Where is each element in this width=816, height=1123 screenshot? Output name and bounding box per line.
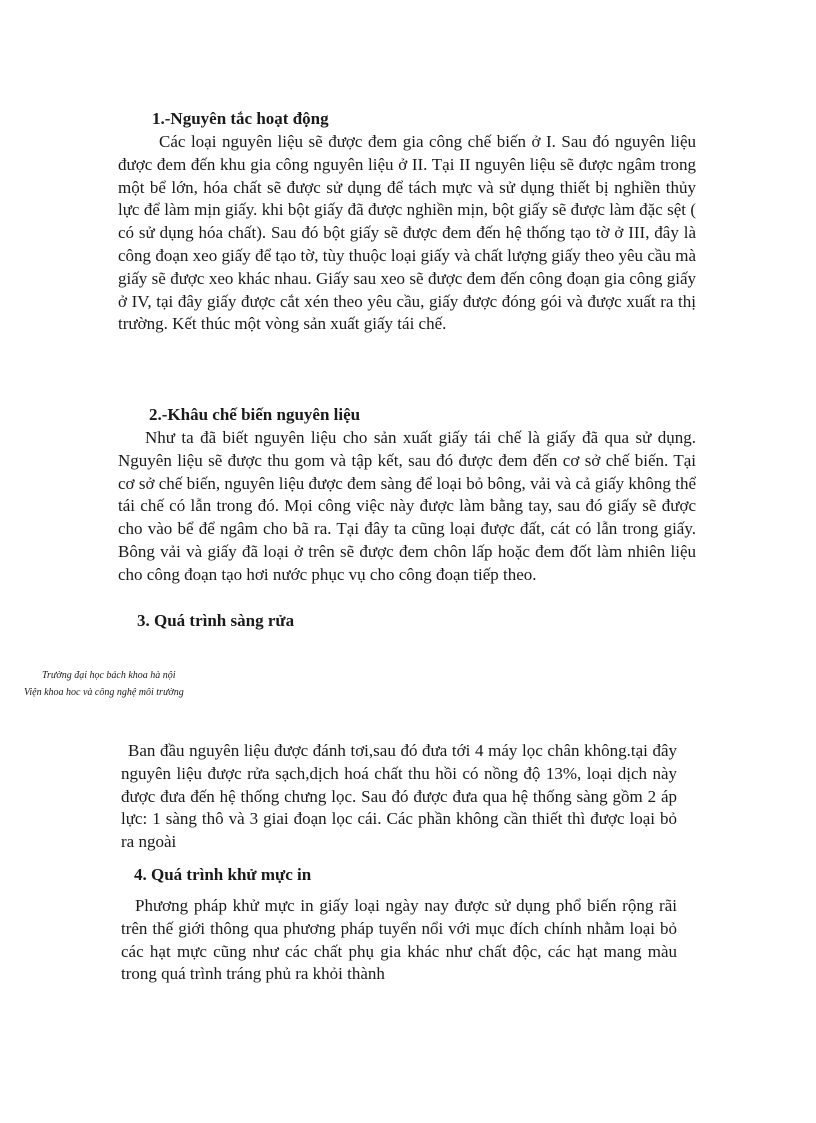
section-1-paragraph: Các loại nguyên liệu sẽ được đem gia công chế biến ở I. Sau đó nguyên liệu được đem đến khu gia công nguyên liệu ở II. Tại II nguyên liệu sẽ được ngâm trong một bể lớn, hóa chất sẽ được sử dụng để tách mực và sử dụng thiết bị nghiền thủy lực để làm mịn giấy. khi bột giấy đã được nghiền mịn, bột giấy sẽ được làm đặc sệt ( có sử dụng hóa chất). Sau đó bột giấy sẽ được đem đến hệ thống tạo tờ ở III, đây là công đoạn xeo giấy để tạo tờ, tùy thuộc loại giấy và chất lượng giấy theo yêu cầu mà giấy sẽ được xeo khác nhau. Giấy sau xeo sẽ được đem đến công đoạn gia công giấy ở IV, tại đây giấy được cắt xén theo yêu cầu, giấy được đóng gói và được xuất ra thị trường. Kết thúc một vòng sản xuất giấy tái chế. <box>118 132 696 334</box>
section-4-paragraph: Phương pháp khử mực in giấy loại ngày nay được sử dụng phổ biến rộng rãi trên thế giới thông qua phương pháp tuyển nổi với mục đích chính nhằm loại bỏ các hạt mực cũng như các chất phụ gia khác như chất độc, các hạt mang màu trong quá trình tráng phủ ra khỏi thành <box>121 896 677 984</box>
section-3-heading: 3. Quá trình sàng rửa <box>137 611 295 630</box>
section-1-heading: 1.-Nguyên tắc hoạt động <box>152 109 329 128</box>
section-2-heading: 2.-Khâu chế biến nguyên liệu <box>149 405 361 424</box>
section-2-paragraph: Như ta đã biết nguyên liệu cho sản xuất giấy tái chế là giấy đã qua sử dụng. Nguyên liệu sẽ được thu gom và tập kết, sau đó được đem đến cơ sở chế biến. Tại cơ sở chế biến, nguyên liệu được đem sàng để loại bỏ bông, vải và cả giấy không thể tái chế có lẫn trong đó. Mọi công việc này được làm bằng tay, sau đó giấy sẽ được cho vào bể để ngâm cho bã ra. Tại đây ta cũng loại được đất, cát có lẫn trong giấy. Bông vải và giấy đã loại ở trên sẽ được đem chôn lấp hoặc đem đốt làm nhiên liệu cho công đoạn tạo hơi nước phục vụ cho công đoạn tiếp theo. <box>118 428 696 584</box>
section-4-heading: 4. Quá trình khử mực in <box>134 865 312 884</box>
section-3-paragraph: Ban đầu nguyên liệu được đánh tơi,sau đó đưa tới 4 máy lọc chân không.tại đây nguyên liệu được rửa sạch,dịch hoá chất thu hồi có nồng độ 13%, loại dịch này được đưa đến hệ thống chưng lọc. Sau đó được đưa qua hệ thống sàng gồm 2 áp lực: 1 sàng thô và 3 giai đoạn lọc cái. Các phần không cần thiết thì được loại bỏ ra ngoài <box>121 741 677 852</box>
footer-university: Trường đại học bách khoa hà nội <box>42 670 176 681</box>
footer-institute: Viện khoa hoc và công nghệ môi trường <box>24 687 184 698</box>
